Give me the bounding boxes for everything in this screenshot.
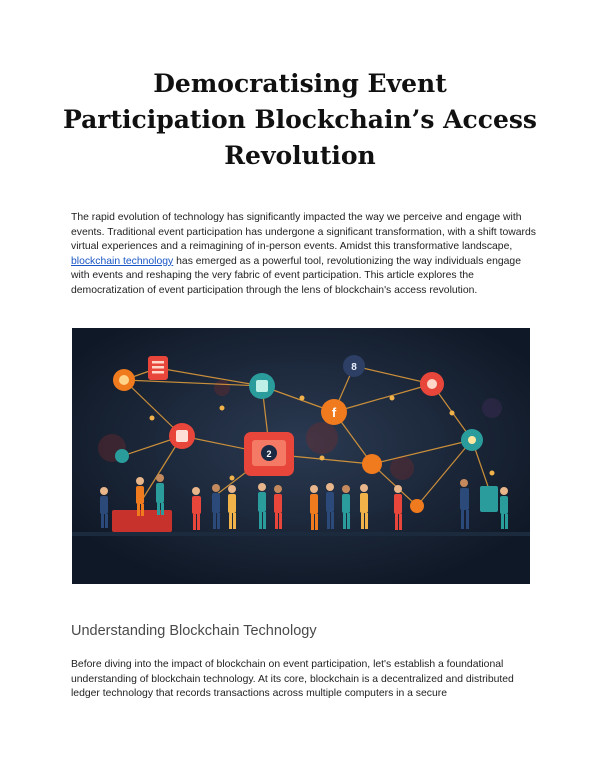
article-title (40, 66, 560, 174)
illustration-background (72, 328, 530, 584)
blockchain-technology-link[interactable]: blockchain technology (71, 255, 174, 267)
intro-paragraph (71, 211, 536, 299)
section-paragraph: Before diving into the impact of blockchain on event participation, let's establish a foundational understanding of blockchain technology. At its core, blockchain is a decentralized and distributed ledger technology that records transactions across multiple computers in a secure (71, 659, 514, 700)
kiosk-screen (480, 486, 498, 512)
node-teal-small (115, 449, 129, 463)
node-badge-a-text: 8 (351, 362, 357, 373)
intro-text-start: The rapid evolution of technology has significantly impacted the way we perceive and engage with events. Traditional event participation has undergone a significant transformation, with a shift towards virtual experiences and a reimagining of in-person events. Amidst this transformative landscape, (71, 212, 536, 253)
blockchain-network-illustration (72, 328, 530, 584)
node-badge-b-text: f (331, 405, 337, 420)
title-line-2: Participation Blockchain’s Access (62, 105, 538, 134)
title-line-1: Democratising Event (153, 69, 447, 98)
title-line-3: Revolution (224, 141, 376, 170)
floor-line (72, 532, 530, 536)
network-illustration-svg (72, 328, 530, 584)
node-orange-small (410, 499, 424, 513)
node-orange-mid (362, 454, 382, 474)
section-heading: Understanding Blockchain Technology (71, 623, 317, 639)
intro-text-end: has emerged as a powerful tool, revolutionizing the way individuals engage with events and reshaping the very fabric of event participation. This article explores the democratization of event participation through the lens of blockchain's access revolution. (71, 255, 521, 296)
node-badge-c-text: 2 (266, 449, 272, 459)
